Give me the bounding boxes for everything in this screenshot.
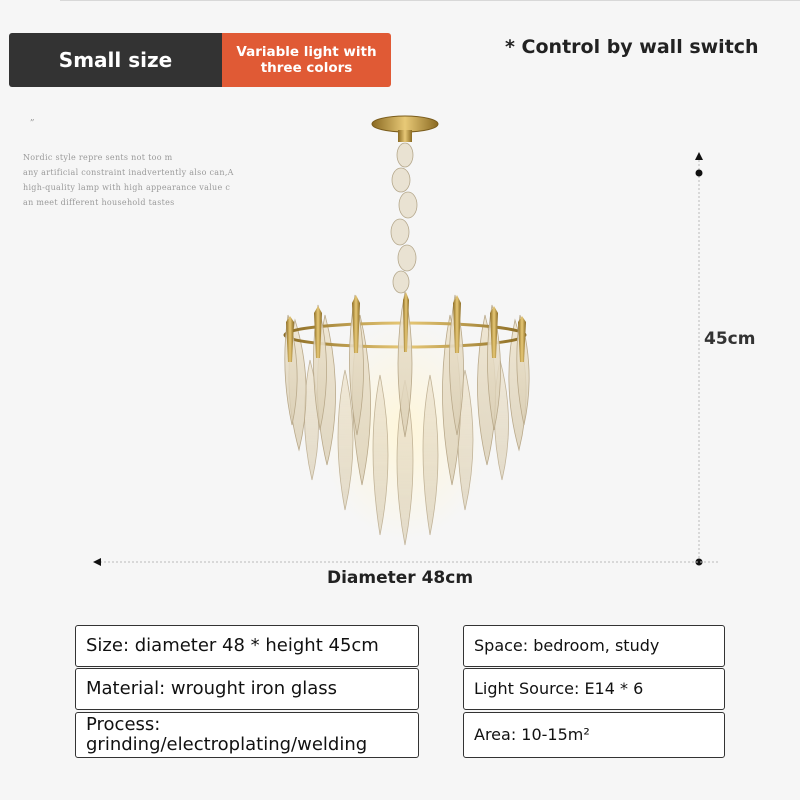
intro-line: an meet different household tastes	[23, 198, 175, 207]
spec-light-source-text: Light Source: E14 * 6	[474, 679, 644, 698]
arrow-up-icon	[695, 152, 703, 160]
control-note: * Control by wall switch	[505, 36, 759, 58]
chandelier-image	[270, 110, 540, 555]
arrow-left-icon	[93, 558, 101, 566]
size-tag: Small size	[9, 33, 222, 87]
spec-light-source	[463, 668, 725, 710]
spec-size-text: Size: diameter 48 * height 45cm	[86, 635, 379, 656]
intro-line: high-quality lamp with high appearance value c	[23, 183, 231, 192]
spec-area	[463, 712, 725, 758]
height-top-dot	[696, 170, 703, 177]
diameter-label: Diameter 48cm	[326, 568, 474, 588]
spec-process	[75, 712, 419, 758]
spec-material	[75, 668, 419, 710]
height-label: 45cm	[704, 329, 756, 349]
light-color-tag: Variable light with three colors	[222, 33, 391, 87]
spec-space-text: Space: bedroom, study	[474, 636, 660, 655]
spec-space	[463, 625, 725, 667]
spec-size	[75, 625, 419, 667]
spec-area-text: Area: 10-15m²	[474, 725, 590, 744]
intro-line: Nordic style repre sents not too m	[23, 153, 173, 162]
spec-material-text: Material: wrought iron glass	[86, 678, 338, 699]
quote-mark: „	[30, 113, 35, 123]
intro-line: any artificial constraint inadvertently also can,A	[23, 168, 234, 177]
spec-process-text: Process: grinding/electroplating/welding	[86, 714, 368, 755]
